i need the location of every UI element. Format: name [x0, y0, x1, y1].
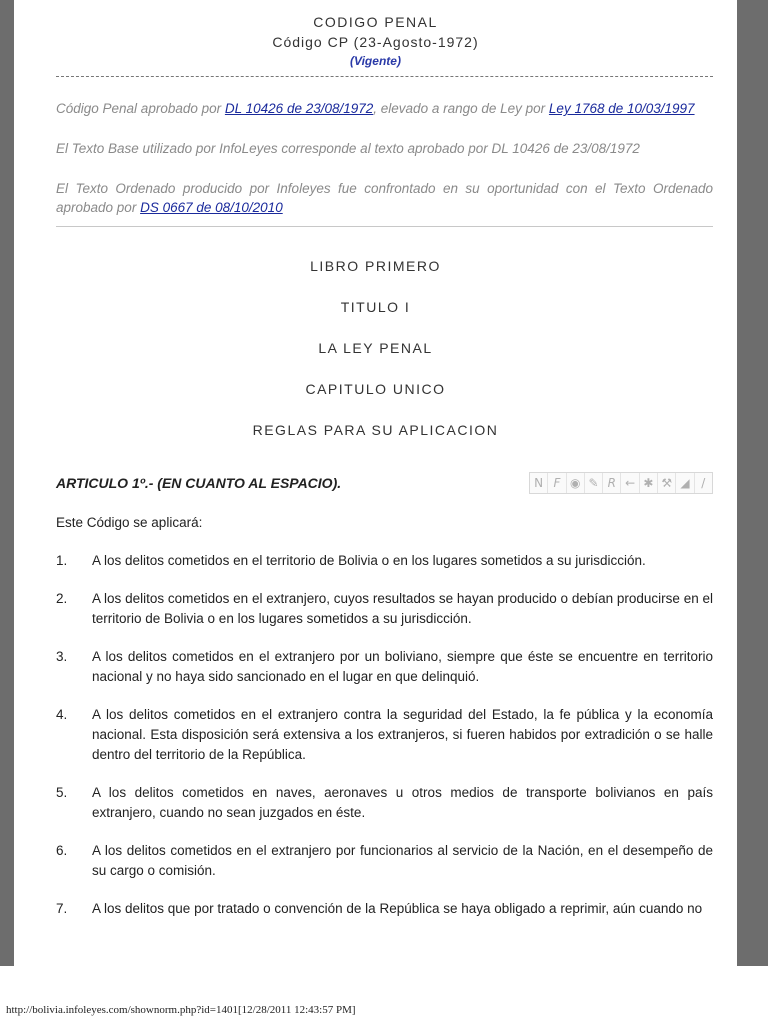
document-header — [14, 0, 737, 70]
flag-icon[interactable]: ◢ — [676, 473, 694, 493]
item-text: A los delitos cometidos en el extranjero contra la seguridad del Estado, la fe pública y la economía nacional. Esta disposición será extensiva a los extranjeros, si fueren habidos por extradición o se halle dentro del territorio de la República. — [92, 707, 713, 762]
item-number: 5. — [56, 785, 68, 800]
list-item — [56, 841, 713, 881]
r-icon[interactable]: R — [603, 473, 621, 493]
item-text: A los delitos cometidos en el extranjero, cuyos resultados se hayan producido o debían producirse en el territorio de Bolivia o en los lugares sometidos a su jurisdicción. — [92, 591, 713, 626]
article-toolbar — [529, 472, 713, 494]
arrow-left-icon[interactable]: ← — [621, 473, 639, 493]
document-page — [14, 0, 737, 966]
item-text: A los delitos que por tratado o convención de la República se haya obligado a reprimir, aún cuando no — [92, 901, 703, 916]
item-number: 7. — [56, 901, 68, 916]
solid-divider — [56, 226, 713, 227]
list-item — [56, 705, 713, 765]
dashed-divider — [56, 76, 713, 77]
hammer-icon[interactable]: ⚒ — [658, 473, 676, 493]
meta-base-text: El Texto Base utilizado por InfoLeyes corresponde al texto aprobado por DL 10426 de 23/08/1972 — [56, 141, 640, 156]
item-number: 3. — [56, 649, 68, 664]
meta-approval-text: Código Penal aprobado por — [56, 101, 225, 116]
section-headings — [14, 256, 737, 440]
article-intro: Este Código se aplicará: — [56, 515, 203, 530]
status-badge: (Vigente) — [350, 54, 401, 68]
link-ds-0667[interactable]: DS 0667 de 08/10/2010 — [140, 200, 283, 215]
heading-ley: LA LEY PENAL — [318, 340, 433, 356]
item-number: 4. — [56, 707, 68, 722]
meta-approval-mid: , elevado a rango de Ley por — [373, 101, 549, 116]
heading-titulo: TITULO I — [340, 299, 411, 315]
item-text: A los delitos cometidos en el territorio de Bolivia o en los lugares sometidos a su jurisdicción. — [92, 553, 646, 568]
item-text: A los delitos cometidos en el extranjero por funcionarios al servicio de la Nación, en el desempeño de su cargo o comisión. — [92, 843, 713, 878]
article-title: ARTICULO 1º.- (EN CUANTO AL ESPACIO). — [56, 475, 342, 491]
heading-reglas: REGLAS PARA SU APLICACION — [252, 422, 499, 438]
link-dl-10426[interactable]: DL 10426 de 23/08/1972 — [224, 101, 374, 116]
document-subtitle: Código CP (23-Agosto-1972) — [272, 34, 479, 50]
list-item — [56, 899, 713, 919]
page-footer-url: http://bolivia.infoleyes.com/shownorm.php?id=1401[12/28/2011 12:43:57 PM] — [6, 1004, 356, 1016]
pen-icon[interactable]: ✎ — [585, 473, 603, 493]
link-ley-1768[interactable]: Ley 1768 de 10/03/1997 — [548, 101, 695, 116]
list-item — [56, 783, 713, 823]
document-title: CODIGO PENAL — [313, 14, 438, 30]
article-header — [56, 472, 713, 494]
item-number: 2. — [56, 591, 68, 606]
asterisk-icon[interactable]: ✱ — [640, 473, 658, 493]
n-icon[interactable]: N — [530, 473, 548, 493]
heading-capitulo: CAPITULO UNICO — [305, 381, 446, 397]
item-text: A los delitos cometidos en el extranjero por un boliviano, siempre que éste se encuentre en territorio nacional y no haya sido sancionado en el lugar en que delinquió. — [92, 649, 713, 684]
list-item — [56, 589, 713, 629]
list-item — [56, 647, 713, 687]
f-icon[interactable]: F — [548, 473, 566, 493]
item-text: A los delitos cometidos en naves, aeronaves u otros medios de transporte bolivianos en país extranjero, cuando no sean juzgados en éste. — [92, 785, 713, 820]
article-body — [56, 513, 713, 919]
heading-libro: LIBRO PRIMERO — [310, 258, 441, 274]
slash-icon[interactable]: / — [701, 476, 706, 490]
meta-ordered-text — [56, 179, 713, 217]
list-item — [56, 551, 713, 571]
document-meta — [56, 99, 713, 217]
meta-approval — [56, 99, 713, 118]
item-number: 1. — [56, 553, 68, 568]
eye-icon[interactable]: ◉ — [567, 473, 585, 493]
item-number: 6. — [56, 843, 68, 858]
meta-ordered-text-body: El Texto Ordenado producido por Infoleyes fue confrontado en su oportunidad con el Texto Ordenado aprobado por — [56, 181, 713, 215]
